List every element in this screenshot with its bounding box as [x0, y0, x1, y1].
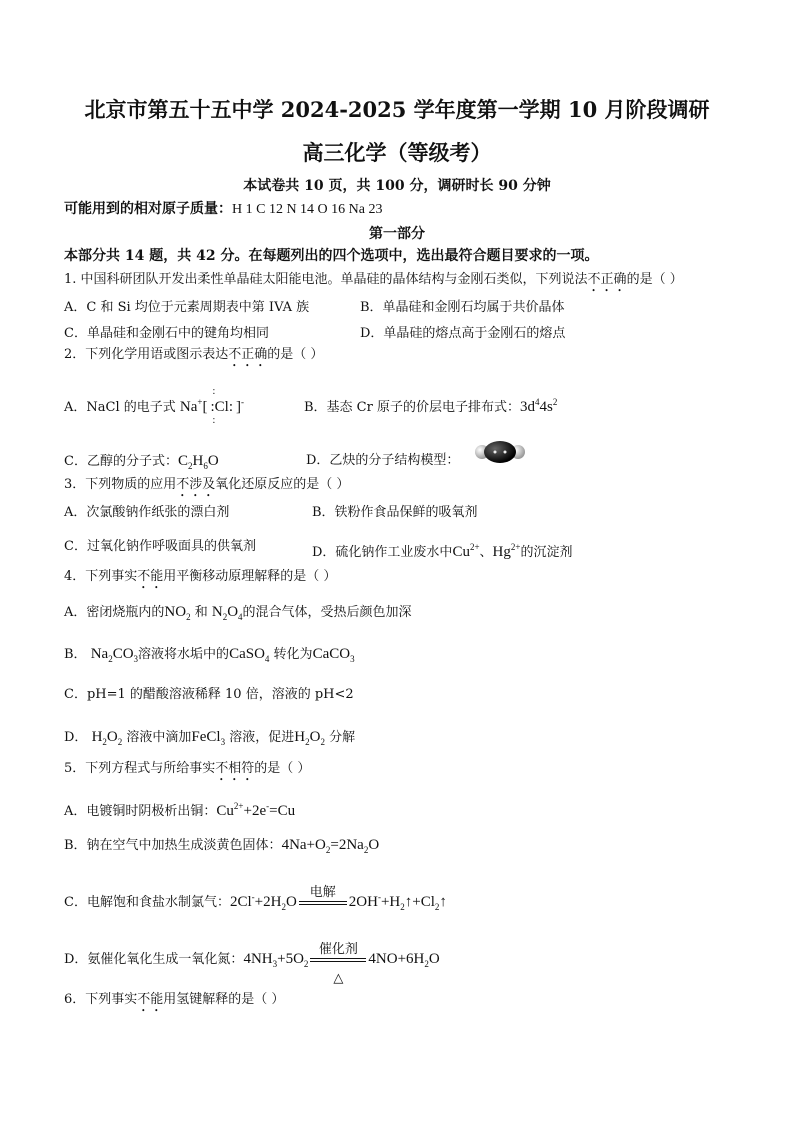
question-4-stem	[64, 568, 336, 592]
q4-b-to: 转化为	[273, 647, 313, 662]
section-instructions: 本部分共 14 题，共 42 分。在每题列出的四个选项中，选出最符合题目要求的一项。	[64, 248, 599, 264]
section-title: 第一部分	[369, 226, 425, 242]
q2-c-text: C．乙醇的分子式：	[64, 454, 178, 469]
q3-stem-text: 3．下列物质的应用	[64, 477, 177, 492]
q5-c-text: C．电解饱和食盐水制氯气：	[64, 895, 230, 910]
q4-stem-end: 用平衡移动原理解释的是（ ）	[163, 569, 337, 584]
q4-option-b[interactable]: B． $Na_2CO_3$溶液将水垢中的CaSO$_4$ 转化为CaCO$_3$	[64, 646, 355, 664]
q1-option-b[interactable]: B．单晶硅和金刚石均属于共价晶体	[360, 300, 565, 315]
q2-b-formula: 3d	[519, 399, 535, 415]
q2-option-a[interactable]: A．NaCl 的电子式 Na+[ : : :Cl: ]-	[64, 386, 245, 426]
question-5-stem	[64, 760, 310, 784]
q6-stem-text: 6．下列事实	[64, 992, 138, 1007]
q4-b-label: B．	[64, 647, 87, 662]
catalyst-label: 催化剂	[318, 941, 358, 957]
exam-info: 本试卷共 10 页，共 100 分，调研时长 90 分钟	[243, 178, 551, 194]
q2-d-text: D．乙炔的分子结构模型：	[306, 453, 460, 468]
q5-b-text: B．钠在空气中加热生成淡黄色固体：	[64, 838, 282, 853]
question-6-stem	[64, 991, 284, 1015]
electrolysis-condition	[299, 884, 347, 905]
q5-stem-end: 的是（ ）	[254, 761, 311, 776]
question-1-stem	[64, 271, 683, 295]
q2-option-b[interactable]: B．基态 Cr 原子的价层电子排布式：$3d^44s^2$	[304, 397, 558, 415]
q5-option-b[interactable]: B．钠在空气中加热生成淡黄色固体：$4Na+O_2=2Na_2O$	[64, 837, 380, 855]
atomic-mass-label: 可能用到的相对原子质量：	[64, 201, 232, 217]
q3-option-a[interactable]: A．次氯酸钠作纸张的漂白剂	[64, 505, 230, 520]
electrolysis-label: 电解	[309, 884, 336, 900]
q4-emphasis: 不能	[137, 569, 164, 584]
q3-emphasis: 不涉及	[176, 477, 216, 492]
q1-emphasis: 不正确	[587, 272, 627, 287]
q5-stem-text: 5．下列方程式与所给事实	[64, 761, 216, 776]
question-2-stem	[64, 346, 323, 370]
q4-option-a[interactable]: A．密闭烧瓶内的$NO_2$ 和 $N_2O_4$的混合气体，受热后颜色加深	[64, 604, 412, 622]
page-title: 北京市第五十五中学 2024-2025 学年度第一学期 10 月阶段调研	[84, 97, 710, 122]
q3-d-sep: 、	[479, 545, 493, 560]
q1-option-c[interactable]: C．单晶硅和金刚石中的键角均相同	[64, 326, 269, 341]
q2-stem-text: 2．下列化学用语或图示表达	[64, 347, 229, 362]
atomic-mass-row	[64, 200, 383, 219]
q4-d-text2: 溶液，促进	[229, 730, 295, 745]
q5-option-d[interactable]: D．氨催化氧化生成一氧化氮：$4NH_3+5O_2$ 催化剂 △ $4NO+6H_2O$	[64, 941, 440, 986]
q2-a-label: A．	[64, 400, 87, 415]
acetylene-model-icon	[474, 440, 526, 464]
q4-stem-text: 4．下列事实	[64, 569, 138, 584]
q4-b-text: 溶液将水垢中的	[138, 647, 230, 662]
q3-option-d[interactable]: D．硫化钠作工业废水中$Cu^{2+}$、$Hg^{2+}$的沉淀剂	[312, 542, 573, 560]
q2-option-d[interactable]	[306, 452, 459, 470]
electron-formula-na: Na	[179, 399, 198, 415]
heat-symbol: △	[333, 970, 344, 986]
question-3-stem	[64, 476, 349, 500]
q4-option-c[interactable]: C．pH=1 的醋酸溶液稀释 10 倍，溶液的 pH<2	[64, 687, 354, 702]
q3-d-end: 的沉淀剂	[520, 545, 573, 560]
q4-d-end: 分解	[329, 730, 356, 745]
q4-a-text: A．密闭烧瓶内的	[64, 605, 165, 620]
q3-d-text: D．硫化钠作工业废水中	[312, 545, 453, 560]
q6-emphasis: 不能	[137, 992, 164, 1007]
q2-emphasis: 不正确	[228, 347, 268, 362]
q4-option-d[interactable]: D． $H_2O_2$ 溶液中滴加FeCl$_3$ 溶液，促进$H_2O_2$ 分解	[64, 729, 356, 747]
q5-option-a[interactable]: A．电镀铜时阴极析出铜：$Cu^{2+}+2e^-=Cu$	[64, 801, 296, 819]
electron-formula-cl: Cl	[214, 399, 229, 415]
q1-option-a[interactable]: A．C 和 Si 均位于元素周期表中第 IVA 族	[64, 300, 310, 315]
q4-d-text: 溶液中滴加	[126, 730, 192, 745]
q5-emphasis: 不相符	[215, 761, 255, 776]
q4-a-end: 的混合气体，受热后颜色加深	[242, 605, 412, 620]
q4-a-and: 和	[194, 605, 208, 620]
q3-option-c[interactable]: C．过氧化钠作呼吸面具的供氧剂	[64, 539, 256, 554]
q1-stem-end: 的是（ ）	[626, 272, 683, 287]
q1-stem-text: 1. 中国科研团队开发出柔性单晶硅太阳能电池。单晶硅的晶体结构与金刚石类似，下列说法	[64, 272, 588, 287]
q1-option-d[interactable]: D．单晶硅的熔点高于金刚石的熔点	[360, 326, 566, 341]
q2-stem-end: 的是（ ）	[267, 347, 324, 362]
q2-option-c[interactable]: C．乙醇的分子式：$C_2H_6O$	[64, 453, 219, 471]
catalyst-condition	[310, 941, 366, 986]
q5-a-text: A．电镀铜时阴极析出铜：	[64, 804, 217, 819]
q6-stem-end: 用氢键解释的是（ ）	[163, 992, 285, 1007]
q3-option-b[interactable]: B．铁粉作食品保鲜的吸氧剂	[312, 505, 478, 520]
page-subtitle: 高三化学（等级考）	[302, 140, 492, 165]
q2-a-text: NaCl 的电子式	[86, 400, 176, 415]
q2-b-text: B．基态 Cr 原子的价层电子排布式：	[304, 400, 520, 415]
q3-stem-end: 氧化还原反应的是（ ）	[215, 477, 350, 492]
atomic-mass-values: H 1 C 12 N 14 O 16 Na 23	[232, 202, 383, 217]
q4-d-label: D．	[64, 730, 88, 745]
q5-option-c[interactable]: C．电解饱和食盐水制氯气：$2Cl^-+2H_2O$ 电解 $2OH^-+H_2↑+Cl_2↑$	[64, 884, 447, 912]
q5-d-text: D．氨催化氧化生成一氧化氮：	[64, 952, 244, 967]
